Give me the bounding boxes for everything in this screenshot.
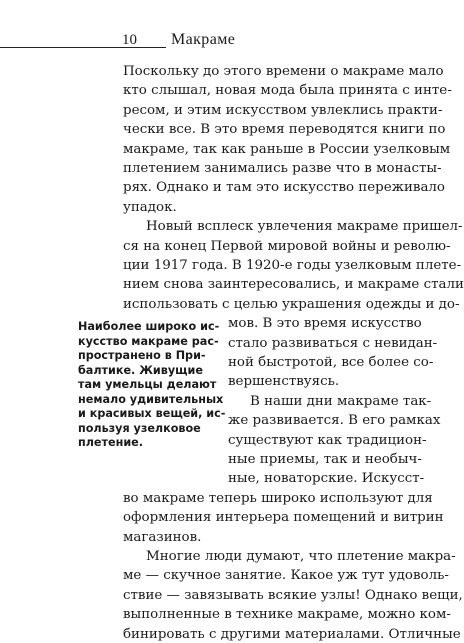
sidebar-line: плетение. [78,436,143,449]
body-line: оформления интерьера помещений и витрин [123,510,444,525]
sidebar-line: пользуя узелковое [78,422,201,435]
body-line: макраме, так как раньше в России узелковым [123,142,451,157]
body-line: Поскольку до этого времени о макраме мало [123,64,444,79]
body-line: же развивается. В его рамках [228,413,441,428]
body-line: ции 1917 года. В 1920-е годы узелковым плете- [123,258,462,273]
body-line: ме — скучное занятие. Какое уж тут удоволь- [123,568,449,583]
body-line: кто слышал, новая мода была принята с инте- [123,83,452,98]
body-line: выполненные в технике макраме, можно ком- [123,607,451,622]
body-line: чески все. В это время переводятся книги по [123,122,446,137]
sidebar-line: кусство макраме рас- [78,335,219,348]
sidebar-line: пространено в При- [78,349,206,362]
header-rule [0,47,166,48]
body-line: ной быстротой, все более со- [228,355,434,370]
body-line: В наши дни макраме так- [250,394,432,409]
body-line: использовать с целью украшения одежды и до- [123,297,460,312]
body-line: во макраме теперь широко используют для [123,491,433,506]
body-line: ствие — завязывать всякие узлы! Однако вещи, [123,588,463,603]
body-line: существуют как традицион- [228,433,427,448]
sidebar-line: балтике. Живущие [78,364,203,377]
sidebar-line: Наиболее широко ис- [78,320,220,333]
running-title: Макраме [171,31,236,48]
running-head [0,30,300,56]
body-line: ные приемы, так и необыч- [228,452,422,467]
page-number: 10 [122,32,137,48]
body-line: Многие люди думают, что плетение макра- [146,549,456,564]
body-line: вершенствуясь. [228,374,340,389]
body-line: бинировать с другими материалами. Отличные [123,627,461,642]
sidebar-line: немало удивительных [78,393,224,406]
body-line: нием снова заинтересовались, и макраме стали [123,277,464,292]
body-line: рях. Однако и там это искусство переживало [123,180,445,195]
sidebar-line: там умельцы делают [78,378,217,391]
body-line: мов. В это время искусство [228,316,422,331]
body-line: стало развиваться с невидан- [228,336,438,351]
body-line: ресом, и этим искусством увлеклись практи- [123,103,443,118]
body-line: плетением занимались разве что в монасты- [123,161,442,176]
body-line: ные, новаторские. Искусст- [228,471,425,486]
sidebar-line: и красивых вещей, ис- [78,407,226,420]
body-line: магазинов. [123,530,202,545]
body-line: ся на конец Первой мировой войны и револю- [123,239,451,254]
body-line: Новый всплеск увлечения макраме пришел- [146,219,463,234]
body-line: упадок. [123,200,177,215]
